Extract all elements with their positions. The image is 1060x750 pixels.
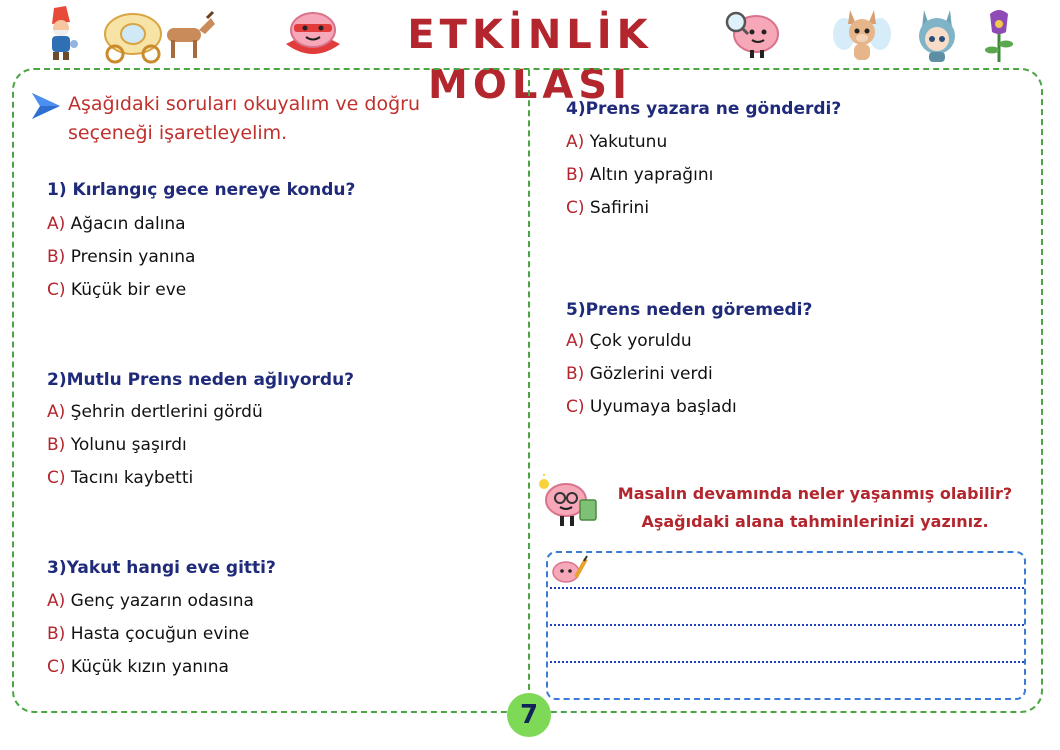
question-2-option-a[interactable]	[47, 402, 263, 422]
option-letter: C)	[47, 468, 66, 488]
question-5-option-c[interactable]	[566, 397, 737, 417]
option-text: Uyumaya başladı	[589, 397, 737, 417]
option-text: Genç yazarın odasına	[70, 591, 254, 611]
question-3-option-c[interactable]	[47, 657, 229, 677]
question-4-option-c[interactable]	[566, 198, 649, 218]
brain-magnifier-icon	[722, 6, 784, 62]
question-1-option-b[interactable]	[47, 247, 195, 267]
answer-area[interactable]	[546, 551, 1026, 700]
option-text: Hasta çocuğun evine	[70, 624, 250, 644]
fairy-donkey-icon	[832, 4, 892, 66]
option-text: Ağacın dalına	[70, 214, 186, 234]
instructions-line-1: Aşağıdaki soruları okuyalım ve doğru	[68, 93, 420, 115]
arrow-icon	[30, 91, 62, 121]
option-letter: A)	[566, 331, 585, 351]
option-text: Yakutunu	[589, 132, 668, 152]
question-2-option-b[interactable]	[47, 435, 187, 455]
option-letter: B)	[566, 364, 585, 384]
girl-bunny-icon	[912, 6, 962, 64]
flower-icon	[982, 6, 1016, 64]
question-3-option-b[interactable]	[47, 624, 249, 644]
option-letter: C)	[47, 657, 66, 677]
question-5-option-a[interactable]	[566, 331, 692, 351]
option-text: Şehrin dertlerini gördü	[70, 402, 263, 422]
question-2-option-c[interactable]	[47, 468, 193, 488]
option-text: Gözlerini verdi	[589, 364, 713, 384]
option-text: Safirini	[589, 198, 650, 218]
option-letter: A)	[47, 214, 66, 234]
prompt-line-1: Masalın devamında neler yaşanmış olabilir?	[617, 484, 1013, 503]
option-text: Prensin yanına	[70, 247, 196, 267]
question-5: 5)Prens neden göremedi?	[566, 300, 813, 320]
option-letter: B)	[566, 165, 585, 185]
question-1-option-c[interactable]	[47, 280, 186, 300]
answer-line-2[interactable]	[550, 624, 1024, 626]
question-2: 2)Mutlu Prens neden ağlıyordu?	[47, 370, 355, 390]
option-letter: A)	[566, 132, 585, 152]
answer-line-3[interactable]	[550, 661, 1024, 663]
brain-pencil-icon	[550, 555, 588, 585]
question-4: 4)Prens yazara ne gönderdi?	[566, 99, 842, 119]
question-3-option-a[interactable]	[47, 591, 254, 611]
instructions-line-2: seçeneği işaretleyelim.	[68, 122, 288, 144]
instructions	[68, 90, 488, 148]
option-letter: A)	[47, 591, 66, 611]
option-letter: C)	[566, 397, 585, 417]
question-4-option-b[interactable]	[566, 165, 713, 185]
option-text: Küçük bir eve	[70, 280, 187, 300]
page-number-badge: 7	[507, 693, 551, 737]
option-text: Altın yaprağını	[589, 165, 714, 185]
question-4-option-a[interactable]	[566, 132, 667, 152]
option-text: Yolunu şaşırdı	[70, 435, 187, 455]
answer-line-1[interactable]	[550, 587, 1024, 589]
gnome-icon	[40, 4, 82, 64]
question-3: 3)Yakut hangi eve gitti?	[47, 558, 276, 578]
column-divider	[528, 70, 530, 710]
option-text: Tacını kaybetti	[70, 468, 194, 488]
brain-hero-icon	[278, 8, 348, 60]
option-letter: B)	[47, 247, 66, 267]
question-5-option-b[interactable]	[566, 364, 713, 384]
carriage-icon	[95, 8, 220, 64]
question-1: 1) Kırlangıç gece nereye kondu?	[47, 180, 356, 200]
brain-reading-icon	[536, 474, 600, 530]
option-text: Çok yoruldu	[589, 331, 692, 351]
question-1-option-a[interactable]	[47, 214, 186, 234]
option-letter: C)	[47, 280, 66, 300]
option-text: Küçük kızın yanına	[70, 657, 229, 677]
option-letter: B)	[47, 624, 66, 644]
page-title: ETKİNLİK MOLASI	[407, 12, 653, 108]
option-letter: A)	[47, 402, 66, 422]
prompt-line-2: Aşağıdaki alana tahminlerinizi yazınız.	[641, 512, 989, 531]
option-letter: B)	[47, 435, 66, 455]
option-letter: C)	[566, 198, 585, 218]
